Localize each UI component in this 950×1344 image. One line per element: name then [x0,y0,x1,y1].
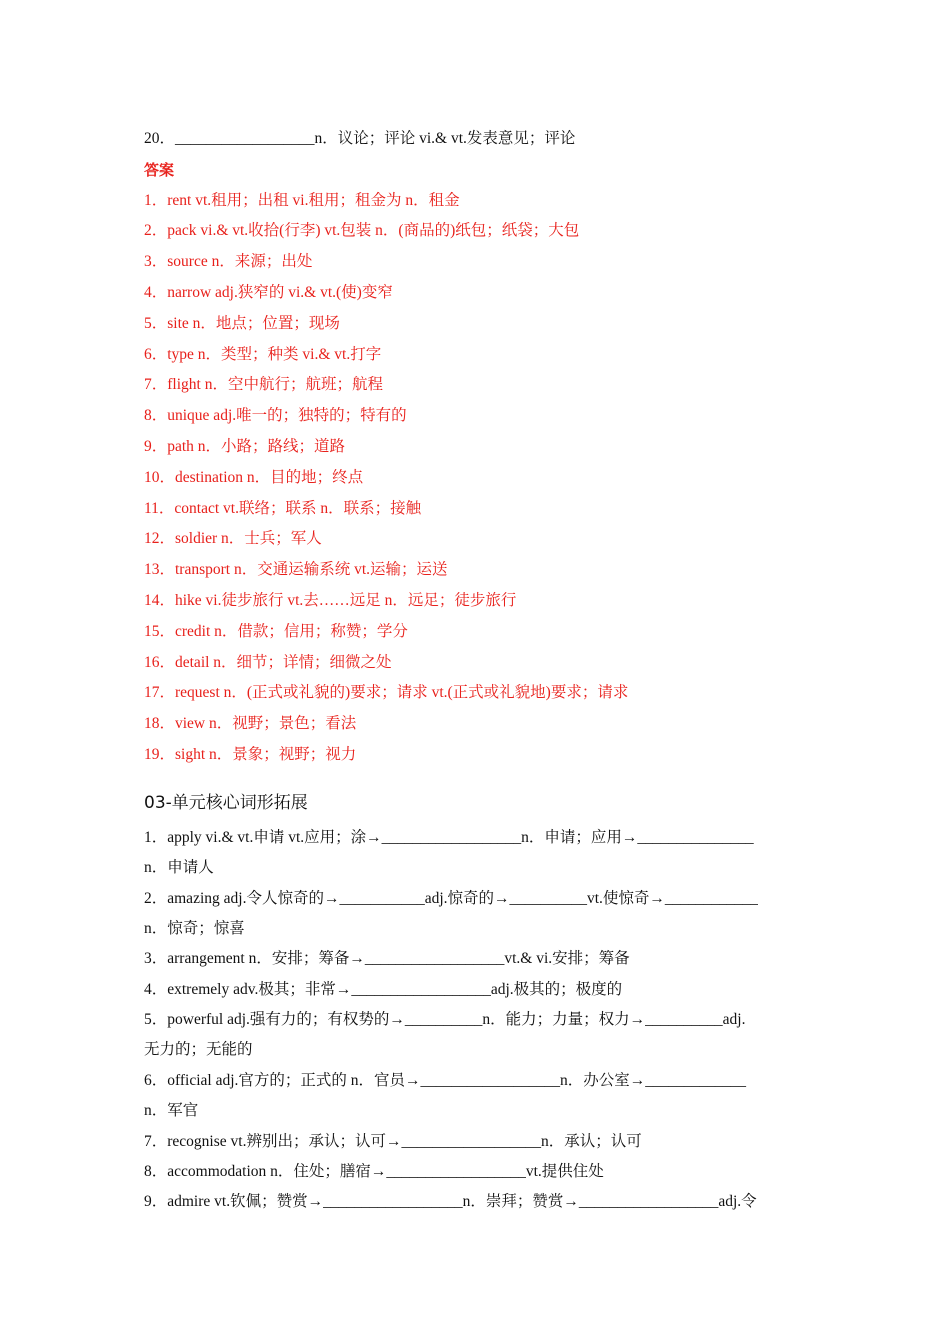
answer-item: 18．view n．视野；景色；看法 [144,715,357,733]
answer-item: 14．hike vi.徒步旅行 vt.去……远足 n．远足；徒步旅行 [144,591,517,609]
exercise-line: 3．arrangement n．安排；筹备→__________________vt.& vi.安排；筹备 [144,950,630,968]
answer-item: 19．sight n．景象；视野；视力 [144,745,357,763]
answer-item: 10．destination n．目的地；终点 [144,468,364,486]
answer-item: 5．site n．地点；位置；现场 [144,314,340,332]
exercise-line: 6．official adj.官方的；正式的 n．官员→__________________n．办公室→_____________ [144,1071,747,1089]
answer-item: 11．contact vt.联络；联系 n．联系；接触 [144,499,422,517]
answer-item: 17．request n．(正式或礼貌的)要求；请求 vt.(正式或礼貌地)要求；请求 [144,684,629,702]
exercise-line: 4．extremely adv.极其；非常→__________________adj.极其的；极度的 [144,980,623,998]
answer-item: 13．transport n．交通运输系统 vt.运输；运送 [144,561,448,579]
answers-heading: 答案 [144,160,175,179]
answer-item: 12．soldier n．士兵；军人 [144,530,322,548]
exercise-line: 9．admire vt.钦佩；赞赏→__________________n．崇拜；赞赏→__________________adj.令 [144,1193,757,1211]
answer-item: 15．credit n．借款；信用；称赞；学分 [144,622,408,640]
answer-item: 1．rent vt.租用；出租 vi.租用；租金为 n．租金 [144,191,460,209]
exercise-line: 5．powerful adj.强有力的；有权势的→__________n．能力；力量；权力→__________adj. [144,1011,746,1029]
answer-item: 4．narrow adj.狭窄的 vi.& vt.(使)变窄 [144,283,393,301]
answer-item: 9．path n．小路；路线；道路 [144,437,346,455]
answer-item: 7．flight n．空中航行；航班；航程 [144,376,383,394]
exercise-line: 8．accommodation n．住处；膳宿→__________________vt.提供住处 [144,1163,604,1181]
exercise-line: n．军官 [144,1102,199,1120]
section-title: 03-单元核心词形拓展 [144,792,308,813]
answer-list [144,186,806,771]
question-20: 20．__________________n．议论；评论 vi.& vt.发表意见；评论 [144,130,576,147]
exercise-line: n．申请人 [144,859,214,877]
exercise-line: 7．recognise vt.辨别出；承认；认可→__________________n．承认；认可 [144,1132,642,1150]
page-content [144,124,806,1218]
exercise-list [144,823,806,1218]
exercise-line: n．惊奇；惊喜 [144,919,245,937]
exercise-line: 2．amazing adj.令人惊奇的→___________adj.惊奇的→__________vt.使惊奇→____________ [144,889,758,907]
answer-item: 6．type n．类型；种类 vi.& vt.打字 [144,345,382,363]
answer-item: 2．pack vi.& vt.收拾(行李) vt.包装 n．(商品的)纸包；纸袋；大包 [144,222,580,240]
answer-item: 8．unique adj.唯一的；独特的；特有的 [144,407,407,425]
exercise-line: 1．apply vi.& vt.申请 vt.应用；涂→__________________n．申请；应用→_______________ [144,828,754,846]
exercise-line: 无力的；无能的 [144,1041,253,1059]
answer-item: 16．detail n．细节；详情；细微之处 [144,653,392,671]
answer-item: 3．source n．来源；出处 [144,253,313,271]
